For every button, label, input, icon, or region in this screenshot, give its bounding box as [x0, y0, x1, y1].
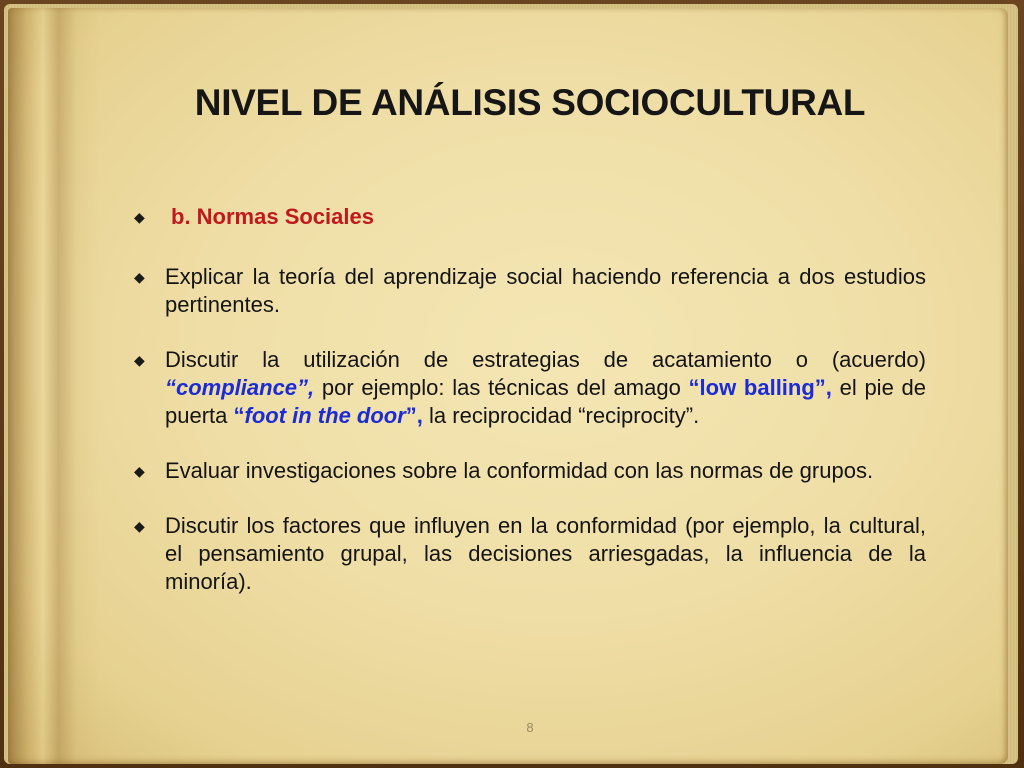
term-quote-close: ”,: [405, 403, 423, 428]
term-compliance: “compliance”,: [165, 375, 315, 400]
list-item-text: Discutir los factores que influyen en la conformidad (por ejemplo, la cultural, el pensamiento grupal, las decisiones arriesgadas, la influencia de la minoría).: [165, 513, 926, 594]
term-quote-open: “: [233, 403, 245, 428]
list-item-text: por ejemplo: las técnicas del amago: [314, 375, 689, 400]
list-item: [132, 457, 926, 485]
term-low-balling: “low balling”,: [688, 375, 832, 400]
term-foot-in-the-door: foot in the door: [244, 403, 406, 428]
bullet-list: [132, 203, 926, 623]
diamond-bullet-icon: ◆: [134, 209, 145, 225]
diamond-bullet-icon: ◆: [134, 269, 145, 285]
list-item: [132, 512, 926, 596]
list-item: [132, 263, 926, 319]
list-item: [132, 346, 926, 430]
slide-title: NIVEL DE ANÁLISIS SOCIOCULTURAL: [194, 82, 866, 123]
list-item-text: Discutir la utilización de estrategias de acatamiento o (acuerdo): [165, 347, 926, 372]
diamond-bullet-icon: ◆: [134, 518, 145, 534]
list-item-text: Explicar la teoría del aprendizaje social haciendo referencia a dos estudios pertinentes.: [165, 264, 926, 317]
diamond-bullet-icon: ◆: [134, 463, 145, 479]
list-item-text: la reciprocidad “reciprocity”.: [422, 403, 700, 428]
list-item-heading: [132, 203, 926, 231]
list-item-text: Evaluar investigaciones sobre la conformidad con las normas de grupos.: [165, 458, 874, 483]
list-item-text: el pie de puerta: [165, 375, 926, 428]
page-number: 8: [526, 720, 534, 735]
diamond-bullet-icon: ◆: [134, 352, 145, 368]
section-heading: b. Normas Sociales: [171, 204, 374, 229]
